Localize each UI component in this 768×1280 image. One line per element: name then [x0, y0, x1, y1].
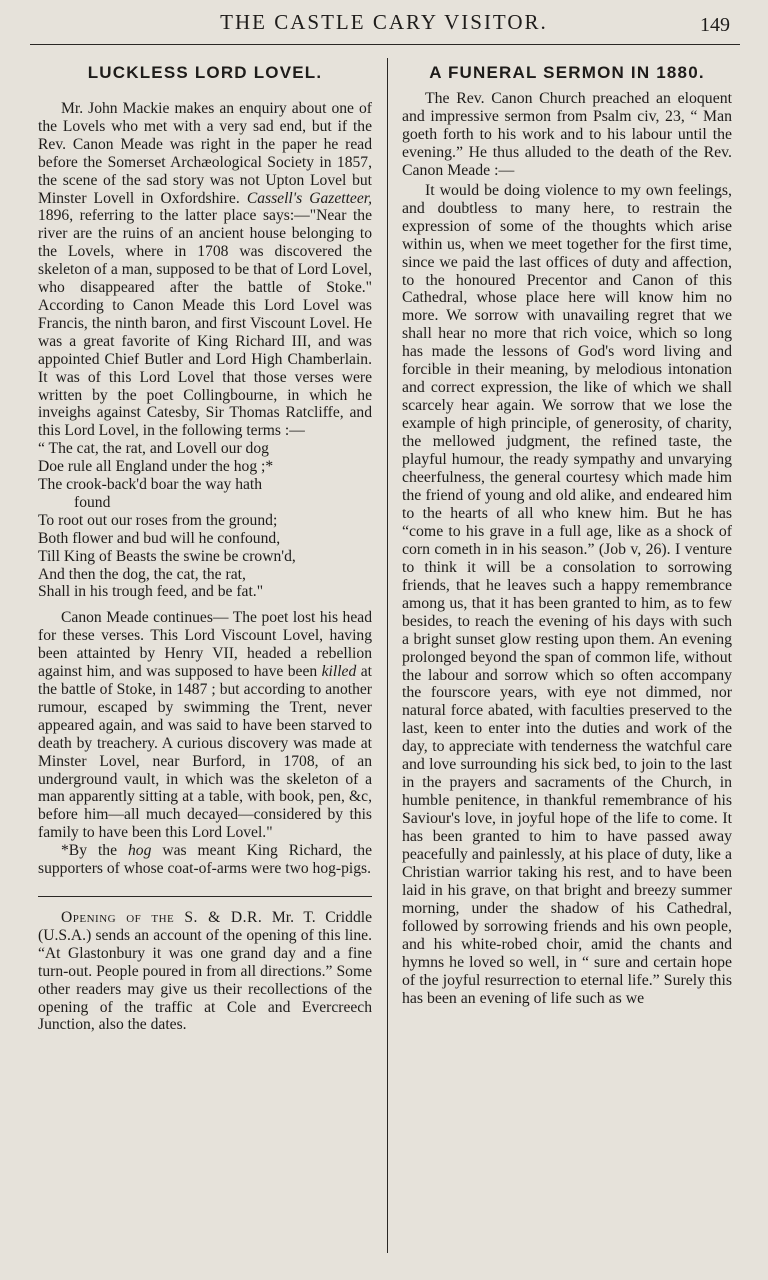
sermon-paragraph-2: It would be doing violence to my own feelings, and doubtless to many here, to restrain the expression of some of the thoughts which arise within us, when we meet together for the first time, since we paid the last offices of duty and affection, to the honoured Precentor and Canon of this Cathedral, whose place here will know him no more. We sorrow with unavailing regret that we shall hear no more that rich voice, which so long has made the lessons of God's word living and forcible in their meaning, by melodious intonation and correct expression, the like of which we shall scarcely hear again. We sorrow that we lose the example of high principle, of generosity, of charity, the mellowed judgment, the refined taste, the playful humour, the ready sympathy and unvarying cheerfulness, the general courtesy which made him the friend of young and old alike, and endeared him to the hearts of all who knew him. But he has “come to his grave in a full age, like as a shock of corn cometh in in his season.” (Job v, 26). I venture to think it will be a consolation to sorrowing friends, that he leaves such a happy remembrance among us, that it has been granted to him, as to few besides, to reach the evening of his days with such a bright sunset glow resting upon them. An evening prolonged beyond the span of common life, without the labour and sorrow which so often accompany the fourscore years, with eye not dimmed, nor natural force abated, with faculties preserved to the last, keen to enter into the duties and work of the day, to appreciate with tenderness the watchful care and love surrounding his sick bed, to join to the last in the prayers and sacraments of the Church, in humble penitence, in thankful remembrance of his Saviour's love, in joyful hope of the life to come. It has been granted to him to have passed away peacefully and painlessly, at his place of duty, like a Christian warrior taking his rest, and to have been laid in his grave, on that bright and breezy summer morning, under the shadow of his Cathedral, followed by sorrowing friends and his own people, and his white-robed choir, amid the chants and hymns he loved so well, in “ sure and certain hope of the joyful resurrection to eternal life.” Surely this has been an evening of life such as we — [402, 181, 732, 1007]
page-number: 149 — [700, 14, 730, 36]
footnote-hog — [38, 842, 372, 878]
paragraph-text: Mr. T. Criddle (U.S.A.) sends an account of the opening of this line. “At Glastonbury it was one grand day and a fine turn-out. People poured in from all directions.” Some other readers may give us their recollections of the opening of the traffic at Cole and Evercreech Junction, also the dates. — [38, 908, 372, 1034]
column-divider — [387, 58, 388, 1253]
lord-lovel-paragraph-2 — [38, 609, 372, 842]
gazetteer-title: Cassell's Gazetteer, — [246, 189, 372, 207]
verse-line: To root out our roses from the ground; — [38, 511, 278, 529]
collingbourne-verse — [38, 440, 372, 601]
verse-line: Both flower and bud will he confound, — [38, 529, 281, 547]
sermon-paragraph-1: The Rev. Canon Church preached an eloquent and impressive sermon from Psalm civ, 23, “ Man goeth forth to his work and to his labour until the evening.” He thus alluded to the death of the Rev. Canon Meade :— — [402, 90, 732, 179]
opening-sdr-lead: Opening of the S. & D.R. — [61, 908, 263, 926]
verse-line: And then the dog, the cat, the rat, — [38, 565, 246, 583]
verse-line: The crook-back'd boar the way hath — [38, 476, 263, 494]
emphasis-hog: hog — [127, 842, 152, 860]
left-column — [38, 58, 372, 1034]
running-title: THE CASTLE CARY VISITOR. — [220, 10, 548, 34]
paragraph-text: Mr. John Mackie makes an enquiry about one of the Lovels who met with a very sad end, but if the Rev. Canon Meade was right in the paper he read before the Somerset Archæological Society in 1857, the scene of the sad story was not Upton Lovel but Minster Lovell in Oxfordshire. — [38, 100, 372, 207]
paragraph-text: Canon Meade continues— The poet lost his head for these verses. This Lord Viscount Lovel, having been attainted by Henry VII, headed a rebellion against him, and was supposed to have been — [38, 609, 372, 681]
verse-line: Shall in his trough feed, and be fat." — [38, 583, 264, 601]
paragraph-text: was meant King Richard, the supporters of whose coat-of-arms were two hog-pigs. — [38, 842, 372, 878]
verse-line: “ The cat, the rat, and Lovell our dog — [38, 440, 269, 458]
verse-line: Doe rule all England under the hog ;* — [38, 458, 274, 476]
paragraph-text: at the battle of Stoke, in 1487 ; but according to another rumour, escaped by swimming the Trent, never appeared again, and was said to have been starved to death by treachery. A curious discovery was made at Minster Lovel, near Burford, in 1708, of an underground vault, in which was the skeleton of a man apparently sitting at a table, with book, pen, &c, before him—all much decayed—considered by this family to have been this Lord Lovel." — [38, 663, 372, 842]
opening-sdr-paragraph — [38, 909, 372, 1034]
lord-lovel-paragraph-1 — [38, 100, 372, 440]
article-heading-lord-lovel: LUCKLESS LORD LOVEL. — [87, 63, 323, 82]
paragraph-text: *By the — [61, 842, 117, 860]
running-head — [0, 10, 768, 38]
paragraph-text: 1896, referring to the latter place says:—"Near the river are the ruins of an ancient house belonging to the Lovels, where in 1708 was discovered the skeleton of a man, supposed to be that of Lord Lovel, who disappeared after the battle of Stoke." According to Canon Meade this Lord Lovel was Francis, the ninth baron, and first Viscount Lovel. He was a great favorite of King Richard III, and was appointed Chief Butler and Lord High Chamberlain. It was of this Lord Lovel that those verses were written by the poet Collingbourne, in which he inveighs against Catesby, Sir Thomas Ratcliffe, and this Lord Lovel, in the following terms :— — [38, 207, 372, 440]
section-rule — [38, 896, 372, 897]
article-heading-funeral-sermon: A FUNERAL SERMON IN 1880. — [429, 63, 705, 82]
right-column — [402, 58, 732, 1008]
verse-line: Till King of Beasts the swine be crown'd, — [38, 547, 296, 565]
verse-line-continuation: found — [74, 493, 111, 511]
emphasis-killed: killed — [321, 663, 357, 681]
header-rule — [30, 44, 740, 45]
